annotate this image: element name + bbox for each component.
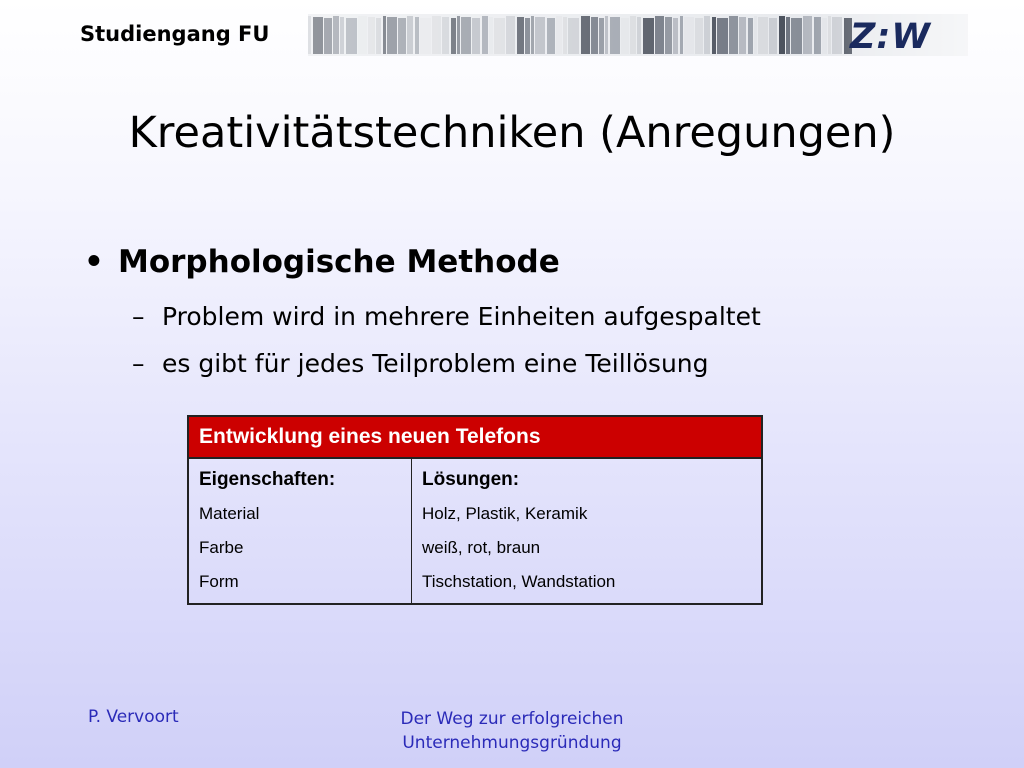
footer-course-title xyxy=(312,707,712,755)
zw-logo: Z:W xyxy=(850,17,931,57)
sub-bullet xyxy=(132,302,761,331)
column-header-properties: Eigenschaften: xyxy=(188,458,412,497)
footer-course-line: Unternehmungsgründung xyxy=(402,733,622,753)
table-title: Entwicklung eines neuen Telefons xyxy=(188,416,762,458)
sub-bullet-dash: – xyxy=(132,302,145,331)
table-cell-solution: Tischstation, Wandstation xyxy=(422,572,616,591)
footer-course-line: Der Weg zur erfolgreichen xyxy=(400,709,624,729)
sub-bullet-text: es gibt für jedes Teilproblem eine Teillösung xyxy=(162,349,709,378)
morphological-table xyxy=(187,415,763,605)
table-cell-property: Form xyxy=(188,565,412,604)
slide-title: Kreativitätstechniken (Anregungen) xyxy=(128,108,896,158)
footer-author: P. Vervoort xyxy=(88,707,179,727)
header-label: Studiengang FU xyxy=(80,22,270,46)
sub-bullet xyxy=(132,349,709,378)
main-bullet xyxy=(84,244,560,280)
bullet-text: Morphologische Methode xyxy=(118,244,560,280)
table-row xyxy=(188,565,762,604)
table-cell-solution: weiß, rot, braun xyxy=(422,538,541,557)
table-row xyxy=(188,531,762,565)
sub-bullet-dash: – xyxy=(132,349,145,378)
table-cell-property: Material xyxy=(188,497,412,531)
table-row xyxy=(188,497,762,531)
table-cell-solution: Holz, Plastik, Keramik xyxy=(422,504,588,523)
table-header-row xyxy=(188,458,762,497)
bullet-symbol: • xyxy=(84,244,104,280)
sub-bullet-text: Problem wird in mehrere Einheiten aufgespaltet xyxy=(162,302,761,331)
column-header-solutions: Lösungen: xyxy=(422,469,520,490)
table-cell-property: Farbe xyxy=(188,531,412,565)
